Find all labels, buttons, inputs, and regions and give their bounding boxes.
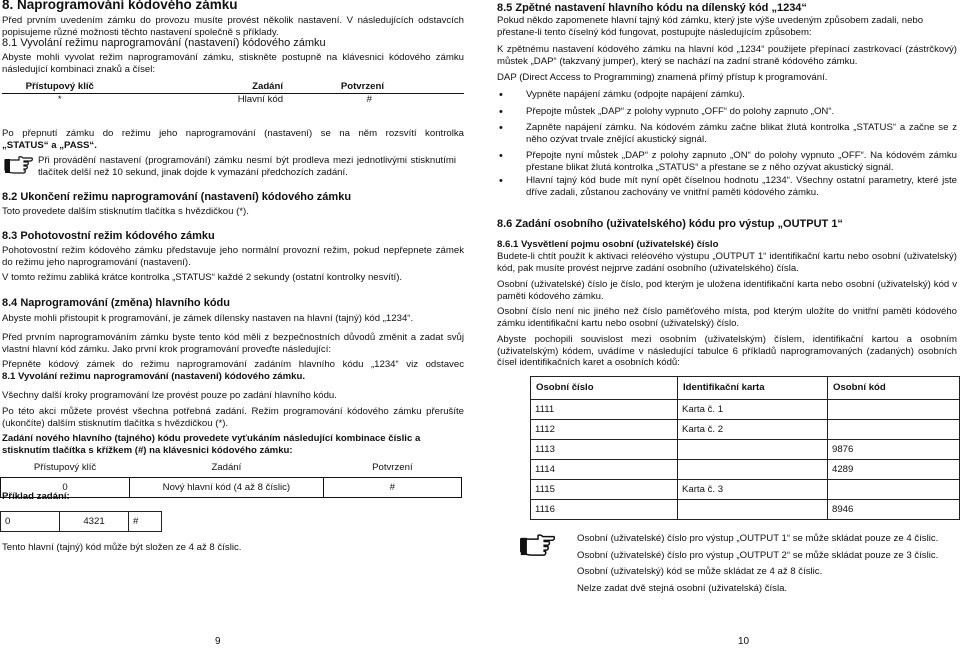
user-code-cell: 1114 (531, 460, 678, 480)
access-table (2, 81, 464, 105)
section-8-3-heading: 8.3 Pohotovostní režim kódového zámku (2, 230, 215, 242)
section-8-5-p3: DAP (Direct Access to Programming) znamená přímý přístup k programování. (497, 72, 828, 83)
user-code-table (530, 376, 960, 520)
page-number: 10 (738, 636, 750, 647)
master-code-cell: # (323, 478, 461, 498)
list-item: • Zapněte napájení zámku. Na kódovém zámku začne blikat žlutá kontrolka „STATUS“ a začne se z něho ozývat trvale znějící akustický signál. (497, 122, 957, 145)
notes-block (577, 531, 957, 597)
list-item: • Hlavní tajný kód bude mít nyní opět číselnou hodnotu „1234“. Všechny ostatní parametry, které jste dříve zadali, zůstanou zachovány ve vnitřní paměti kódového zámku. (497, 175, 957, 198)
section-8-4-p3a: Přepněte kódový zámek do režimu naprogramování zadáním hlavního kódu „1234“ viz odstavec (2, 359, 464, 370)
access-table-cell: * (57, 93, 62, 105)
section-8-4-p2: Před prvním naprogramováním zámku byste tento kód měli z bezpečnostních důvodů změnit a zadat svůj vlastní hlavní kód zámku. Jako první krok programování proveďte následující: (2, 332, 464, 355)
section-8-1-text: Abyste mohli vyvolat režim naprogramování zámku, stiskněte postupně na klávesnici kódového zámku následující kombinaci znaků a čísel: (2, 52, 464, 75)
example-table (0, 511, 162, 532)
user-code-cell: 8946 (828, 500, 960, 520)
reset-steps-list (497, 89, 957, 198)
section-8-2-heading: 8.2 Ukončení režimu naprogramování (nastavení) kódového zámku (2, 191, 352, 203)
section-8-3-text: Pohotovostní režim kódového zámku představuje jeho normální provozní režim, pokud nepřepnete zámek do režimu jeho naprogramování (nastavení). (2, 245, 464, 268)
note-line: Osobní (uživatelský) kód se může skládat ze 4 až 8 číslic. (577, 566, 823, 577)
section-8-6-p3: Osobní číslo není nic jiného než číslo paměťového místa, pod kterým uložíte do vnitřní paměti kódového zámku identifikační kartu nebo osobní (uživatelský) číslo. (497, 306, 957, 329)
master-code-cell: Nový hlavní kód (4 až 8 číslic) (130, 478, 324, 498)
access-table-cell: Hlavní kód (237, 93, 284, 105)
section-8-4-p4: Všechny další kroky programování lze provést pouze po zadání hlavního kódu. (2, 390, 337, 401)
access-table-header: Potvrzení (293, 81, 464, 93)
user-code-cell (828, 400, 960, 420)
pointing-hand-icon (4, 151, 34, 177)
user-code-cell: Karta č. 1 (678, 400, 828, 420)
user-code-cell (828, 480, 960, 500)
user-code-cell (678, 500, 828, 520)
user-code-cell: 4289 (828, 460, 960, 480)
section-8-4-heading: 8.4 Naprogramování (změna) hlavního kódu (2, 297, 230, 309)
list-item: • Přepojte můstek „DAP“ z polohy vypnuto „OFF“ do polohy zapnuto „ON“. (497, 106, 957, 118)
user-code-cell: 1115 (531, 480, 678, 500)
note-line: Nelze zadat dvě stejná osobní (uživatelská) čísla. (577, 582, 788, 594)
section-8-6-p4: Abyste pochopili souvislost mezi osobním (uživatelským) číslem, identifikační kartou a osobním (uživatelským) kódem, uvádíme v následující tabulce 6 příkladů naprogramovaných (zadaných) osobních čísel identifikačních karet a osobních kódů: (497, 334, 957, 368)
list-item: • Vypněte napájení zámku (odpojte napájení zámku). (497, 89, 957, 101)
section-8-6-1-heading: 8.6.1 Vysvětlení pojmu osobní (uživatelské) číslo (497, 239, 719, 250)
master-code-cell: 0 (1, 478, 130, 498)
note-line: Osobní (uživatelské) číslo pro výstup „OUTPUT 1“ se může skládat pouze ze 4 číslic. (577, 533, 939, 544)
user-code-cell (678, 460, 828, 480)
user-code-cell: Karta č. 3 (678, 480, 828, 500)
section-8-5-heading: 8.5 Zpětné nastavení hlavního kódu na dílenský kód „1234“ (497, 2, 807, 14)
list-item: • Přepojte nyní můstek „DAP“ z polohy zapnuto „ON“ do polohy vypnuto „OFF“. Na kódovém zámku přestane blikat žlutá kontrolka „STATUS“ a přestane se z něho ozývat akustický signál. (497, 150, 957, 173)
section-8-6-heading: 8.6 Zadání osobního (uživatelského) kódu pro výstup „OUTPUT 1“ (497, 218, 843, 230)
section-8-5-p2: K zpětnému nastavení kódového zámku na hlavní kód „1234“ použijete přepínací zastrkovací (zástrčkový) můstek „DAP“ (takzvaný jumper), který se nachází na zadní straně kódového zámku. (497, 44, 957, 67)
user-code-header: Osobní číslo (531, 377, 678, 400)
user-code-cell: 1113 (531, 440, 678, 460)
section-8-1-after: Po přepnutí zámku do režimu jeho naprogramování (nastavení) se na něm rozsvítí kontrolka (2, 128, 464, 139)
pointing-hand-icon (517, 528, 559, 560)
user-code-cell: 1111 (531, 400, 678, 420)
intro-paragraph: Před prvním uvedením zámku do provozu musíte provést několik nastavení. V následujících odstavcích popisujeme různé možnosti těchto nastavení společně s příklady. (2, 15, 464, 38)
example-cell: # (129, 512, 162, 532)
note-line: Osobní (uživatelské) číslo pro výstup „OUTPUT 2“ se může skládat pouze ze 3 číslic. (577, 549, 939, 561)
user-code-cell (828, 420, 960, 440)
access-table-header: Zadání (118, 81, 294, 93)
section-8-6-p1: Budete-li chtít použít k aktivaci reléového výstupu „OUTPUT 1“ identifikační kartu nebo osobní (uživatelský) kód, pak musíte provést nejprve zadání osobního (uživatelského) čísla. (497, 251, 957, 274)
access-table-header: Přístupový klíč (2, 81, 118, 93)
section-8-4-p1: Abyste mohli přistoupit k programování, je zámek dílensky nastaven na hlavní (tajný) kód „1234“. (2, 313, 414, 324)
master-code-header: Přístupový klíč (1, 458, 130, 478)
section-8-4-p3b: 8.1 Vyvolání režimu naprogramování (nastavení) kódového zámku. (2, 371, 305, 382)
section-8-4-footer: Tento hlavní (tajný) kód může být složen ze 4 až 8 číslic. (2, 542, 242, 553)
page-number: 9 (215, 636, 221, 647)
section-8-4-p6: Zadání nového hlavního (tajného) kódu provedete vyťukáním následující kombinace číslic a stisknutím tlačítka s křížkem (#) na klávesnici kódového zámku: (2, 433, 421, 456)
status-pass-text: „STATUS“ a „PASS“. (2, 140, 97, 151)
example-label: Příklad zadání: (2, 491, 70, 502)
user-code-cell: 9876 (828, 440, 960, 460)
section-8-2-text: Toto provedete dalším stisknutím tlačítka s hvězdičkou (*). (2, 206, 249, 217)
user-code-header: Identifikační karta (678, 377, 828, 400)
user-code-cell: Karta č. 2 (678, 420, 828, 440)
master-code-header: Zadání (130, 458, 324, 478)
section-8-3-text2: V tomto režimu zabliká krátce kontrolka „STATUS“ každé 2 sekundy (ostatní kontrolky nesvítí). (2, 272, 403, 283)
user-code-cell: 1116 (531, 500, 678, 520)
section-8-1-heading: 8.1 Vyvolání režimu naprogramování (nastavení) kódového zámku (2, 37, 326, 49)
page-title: 8. Naprogramování kódového zámku (2, 0, 238, 12)
access-table-cell: # (366, 93, 372, 105)
section-8-6-p2: Osobní (uživatelské) číslo je číslo, pod kterým je uložena identifikační karta nebo osobní (uživatelský) kód v paměti kódového zámku. (497, 279, 957, 302)
user-code-cell (678, 440, 828, 460)
section-8-4-p5: Po této akci můžete provést všechna potřebná zadání. Režim programování kódového zámku přerušíte (ukončíte) dalším stisknutím tlačítka s hvězdičkou (*). (2, 406, 464, 429)
master-code-header: Potvrzení (323, 458, 461, 478)
example-cell: 0 (1, 512, 60, 532)
user-code-cell: 1112 (531, 420, 678, 440)
user-code-header: Osobní kód (828, 377, 960, 400)
example-cell: 4321 (60, 512, 129, 532)
note-paragraph: Při provádění nastavení (programování) zámku nesmí být prodleva mezi jednotlivými stisknutími tlačítek delší než 10 sekund, jinak dojde k vymazání předchozích zadání. (38, 155, 456, 178)
section-8-5-p1: Pokud někdo zapomenete hlavní tajný kód zámku, který jste výše uvedeným způsobem zadali, nebo přestane-li tento číselný kód fungovat, postupujte následujícím způsobem: (497, 15, 924, 38)
